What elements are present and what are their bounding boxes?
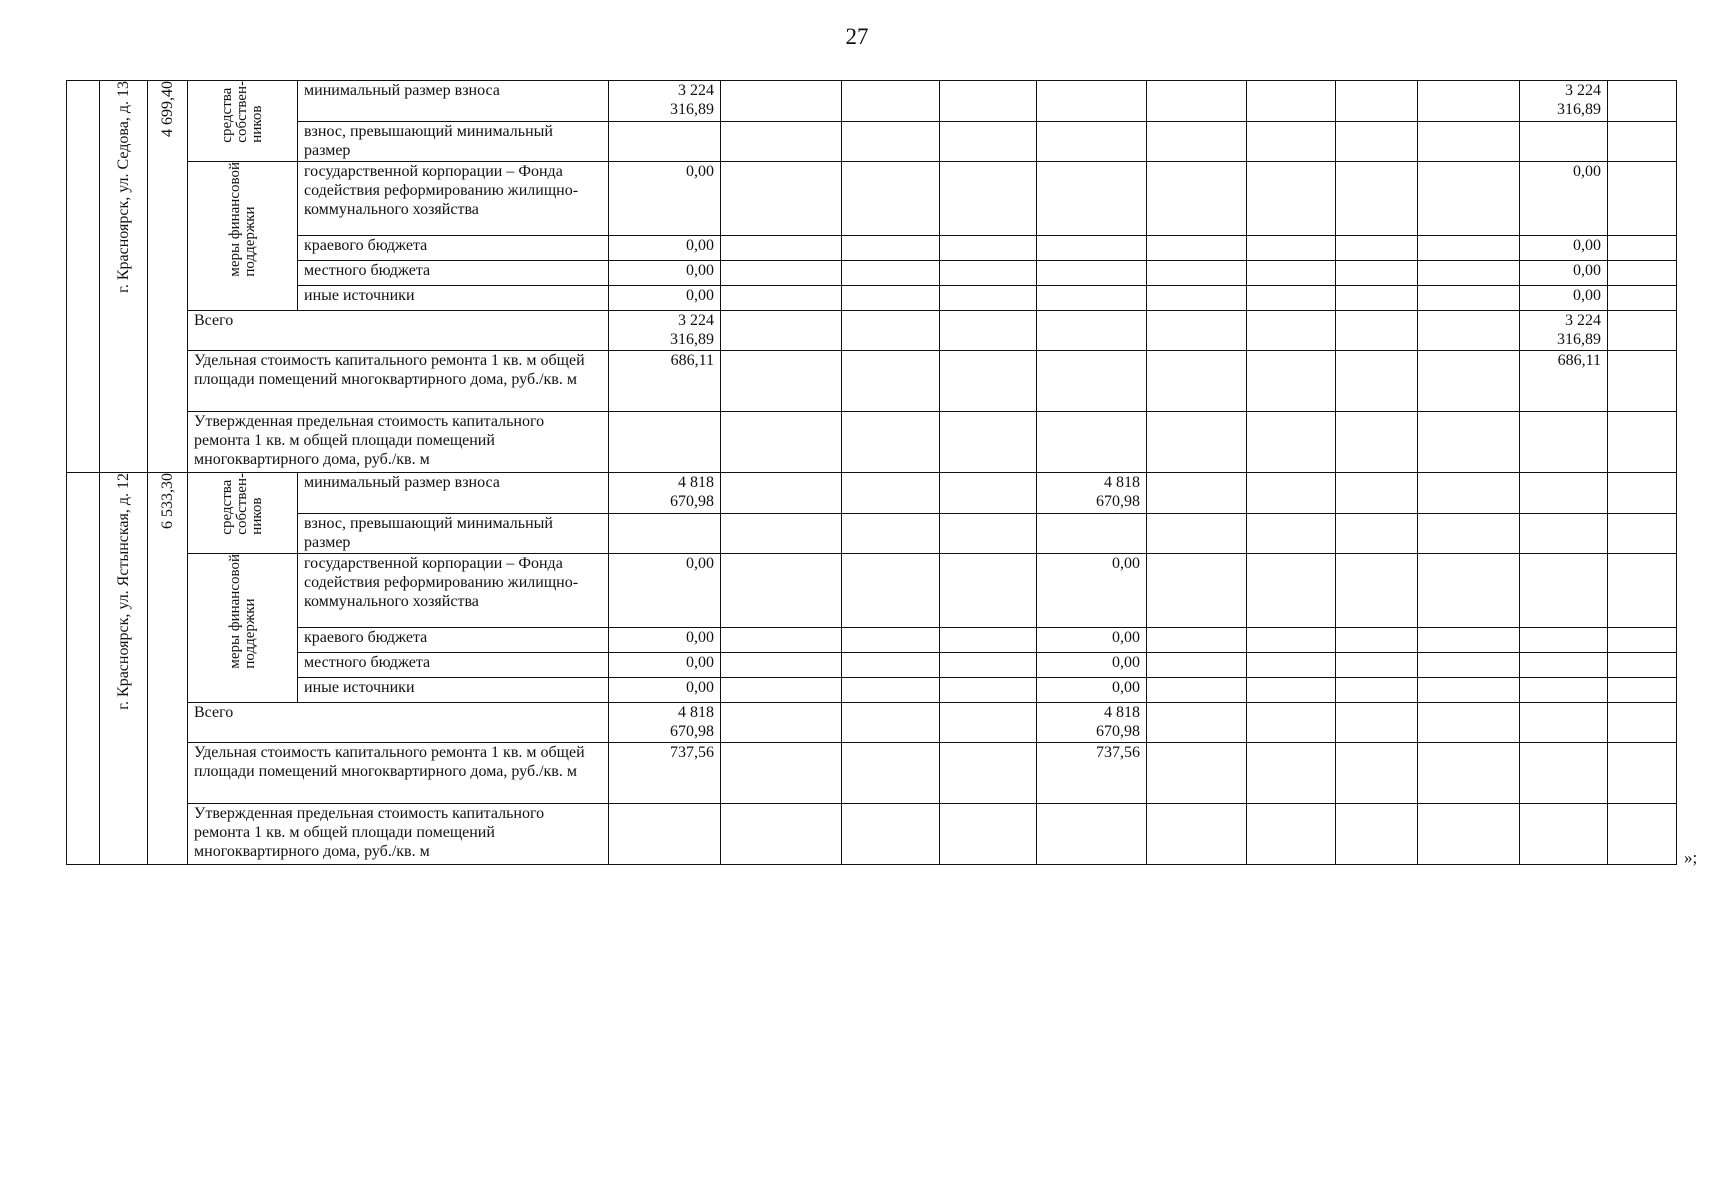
empty-cell [940, 122, 1037, 162]
empty-cell [721, 678, 842, 703]
empty-cell [1247, 554, 1336, 628]
empty-cell [940, 236, 1037, 261]
empty-cell [721, 743, 842, 804]
empty-cell [1147, 236, 1247, 261]
table-row [67, 286, 1677, 311]
empty-cell [842, 804, 940, 865]
empty-cell [1608, 678, 1677, 703]
value-cell: 0,00 [1520, 236, 1608, 261]
table-row [67, 678, 1677, 703]
empty-cell [1336, 703, 1418, 743]
empty-cell [1608, 804, 1677, 865]
owners-group-cell: средства собствен- ников [188, 81, 298, 162]
row-label: Утвержденная предельная стоимость капитального ремонта 1 кв. м общей площади помещений многоквартирного дома, руб./кв. м [188, 804, 609, 865]
support-group-cell: меры финансовой поддержки [188, 554, 298, 703]
empty-cell [721, 628, 842, 653]
empty-cell [940, 703, 1037, 743]
table-row [67, 311, 1677, 351]
empty-cell [1147, 628, 1247, 653]
value-cell: 3 224 316,89 [609, 81, 721, 122]
value-cell [1037, 311, 1147, 351]
empty-cell [1247, 514, 1336, 554]
empty-cell [609, 514, 721, 554]
empty-cell [1608, 703, 1677, 743]
value-cell [1520, 628, 1608, 653]
empty-cell [842, 311, 940, 351]
value-cell [1520, 678, 1608, 703]
row-label: государственной корпорации – Фонда содействия реформированию жилищно-коммунального хозяйства [298, 162, 609, 236]
empty-cell [1247, 286, 1336, 311]
address-cell: г. Красноярск, ул. Седова, д. 13 [100, 81, 148, 473]
empty-cell [1418, 743, 1520, 804]
empty-cell [940, 554, 1037, 628]
empty-cell [842, 162, 940, 236]
empty-cell [1418, 81, 1520, 122]
empty-cell [1247, 122, 1336, 162]
empty-cell [1247, 473, 1336, 514]
row-label: местного бюджета [298, 653, 609, 678]
block-yastynskaya [67, 473, 1677, 865]
empty-cell [1608, 554, 1677, 628]
table-row [67, 412, 1677, 473]
row-label: государственной корпорации – Фонда содействия реформированию жилищно-коммунального хозяйства [298, 554, 609, 628]
empty-cell [1418, 703, 1520, 743]
empty-cell [940, 261, 1037, 286]
value-cell: 0,00 [1037, 678, 1147, 703]
table-row [67, 473, 1677, 514]
value-cell: 0,00 [1520, 162, 1608, 236]
empty-cell [940, 351, 1037, 412]
empty-cell [1608, 261, 1677, 286]
value-cell: 4 818 670,98 [609, 473, 721, 514]
empty-cell [1147, 412, 1247, 473]
empty-cell [721, 804, 842, 865]
empty-cell [1336, 236, 1418, 261]
table-row [67, 554, 1677, 628]
row-label: минимальный размер взноса [298, 473, 609, 514]
value-cell: 3 224 316,89 [609, 311, 721, 351]
empty-cell [1336, 122, 1418, 162]
empty-cell [1608, 653, 1677, 678]
table-row [67, 703, 1677, 743]
value-cell: 686,11 [609, 351, 721, 412]
empty-cell [721, 514, 842, 554]
value-cell [1520, 554, 1608, 628]
empty-cell [940, 81, 1037, 122]
row-label: местного бюджета [298, 261, 609, 286]
area-cell: 4 699,40 [148, 81, 188, 473]
empty-cell [940, 628, 1037, 653]
empty-cell [1418, 412, 1520, 473]
value-cell: 4 818 670,98 [609, 703, 721, 743]
empty-cell [842, 514, 940, 554]
row-label: Удельная стоимость капитального ремонта 1 кв. м общей площади помещений многоквартирного дома, руб./кв. м [188, 351, 609, 412]
empty-cell [940, 162, 1037, 236]
empty-cell [1418, 351, 1520, 412]
value-cell: 737,56 [609, 743, 721, 804]
value-cell: 4 818 670,98 [1037, 703, 1147, 743]
empty-cell [1418, 122, 1520, 162]
empty-cell [1418, 554, 1520, 628]
empty-cell [940, 514, 1037, 554]
area-cell: 6 533,30 [148, 473, 188, 865]
empty-cell [1336, 804, 1418, 865]
value-cell: 0,00 [609, 236, 721, 261]
empty-cell [1336, 514, 1418, 554]
value-cell [1520, 473, 1608, 514]
empty-cell [1247, 311, 1336, 351]
empty-cell [1147, 703, 1247, 743]
value-cell: 0,00 [609, 261, 721, 286]
empty-cell [1336, 286, 1418, 311]
value-cell [1520, 743, 1608, 804]
table-row [67, 653, 1677, 678]
block-sedova [67, 81, 1677, 473]
row-label: иные источники [298, 286, 609, 311]
table-row [67, 162, 1677, 236]
empty-cell [1147, 743, 1247, 804]
empty-cell [1608, 162, 1677, 236]
empty-cell [1608, 286, 1677, 311]
row-label: Всего [188, 703, 609, 743]
row-label: краевого бюджета [298, 236, 609, 261]
empty-cell [842, 236, 940, 261]
empty-cell [1418, 628, 1520, 653]
empty-cell [1608, 351, 1677, 412]
table-row [67, 351, 1677, 412]
block-index-cell [67, 473, 100, 865]
empty-cell [1336, 351, 1418, 412]
empty-cell [1336, 628, 1418, 653]
value-cell: 0,00 [1037, 554, 1147, 628]
empty-cell [1418, 162, 1520, 236]
empty-cell [842, 678, 940, 703]
empty-cell [940, 286, 1037, 311]
empty-cell [1247, 412, 1336, 473]
empty-cell [1608, 412, 1677, 473]
empty-cell [1037, 412, 1147, 473]
empty-cell [842, 261, 940, 286]
empty-cell [940, 743, 1037, 804]
empty-cell [609, 122, 721, 162]
empty-cell [1247, 81, 1336, 122]
empty-cell [1247, 236, 1336, 261]
value-cell: 3 224 316,89 [1520, 311, 1608, 351]
empty-cell [1336, 473, 1418, 514]
financing-table [66, 80, 1677, 865]
empty-cell [1147, 653, 1247, 678]
empty-cell [1608, 743, 1677, 804]
empty-cell [842, 473, 940, 514]
empty-cell [842, 703, 940, 743]
value-cell [1037, 286, 1147, 311]
empty-cell [721, 236, 842, 261]
empty-cell [1608, 81, 1677, 122]
empty-cell [721, 351, 842, 412]
empty-cell [940, 653, 1037, 678]
value-cell: 737,56 [1037, 743, 1147, 804]
empty-cell [1418, 514, 1520, 554]
value-cell: 686,11 [1520, 351, 1608, 412]
empty-cell [721, 473, 842, 514]
row-label: Утвержденная предельная стоимость капитального ремонта 1 кв. м общей площади помещений многоквартирного дома, руб./кв. м [188, 412, 609, 473]
row-label: иные источники [298, 678, 609, 703]
empty-cell [1418, 261, 1520, 286]
empty-cell [1247, 804, 1336, 865]
value-cell: 0,00 [609, 554, 721, 628]
empty-cell [1147, 311, 1247, 351]
empty-cell [1147, 162, 1247, 236]
empty-cell [609, 804, 721, 865]
empty-cell [1147, 554, 1247, 628]
row-label: Удельная стоимость капитального ремонта 1 кв. м общей площади помещений многоквартирного дома, руб./кв. м [188, 743, 609, 804]
value-cell [1037, 162, 1147, 236]
value-cell: 0,00 [1520, 286, 1608, 311]
empty-cell [940, 311, 1037, 351]
empty-cell [1418, 678, 1520, 703]
empty-cell [1336, 412, 1418, 473]
table-row [67, 81, 1677, 122]
empty-cell [1037, 804, 1147, 865]
empty-cell [842, 412, 940, 473]
empty-cell [1147, 81, 1247, 122]
value-cell [1037, 81, 1147, 122]
empty-cell [1520, 122, 1608, 162]
empty-cell [721, 286, 842, 311]
empty-cell [721, 122, 842, 162]
empty-cell [1247, 703, 1336, 743]
empty-cell [1336, 162, 1418, 236]
address-cell: г. Красноярск, ул. Ястынская, д. 12 [100, 473, 148, 865]
value-cell: 0,00 [609, 286, 721, 311]
table-row [67, 236, 1677, 261]
empty-cell [1608, 122, 1677, 162]
row-label: минимальный размер взноса [298, 81, 609, 122]
empty-cell [1147, 286, 1247, 311]
row-label: Всего [188, 311, 609, 351]
empty-cell [1247, 261, 1336, 286]
empty-cell [1336, 81, 1418, 122]
value-cell: 4 818 670,98 [1037, 473, 1147, 514]
value-cell: 0,00 [1037, 628, 1147, 653]
value-cell [1520, 653, 1608, 678]
empty-cell [1247, 162, 1336, 236]
empty-cell [1336, 653, 1418, 678]
empty-cell [1247, 678, 1336, 703]
empty-cell [1608, 311, 1677, 351]
empty-cell [1147, 514, 1247, 554]
value-cell: 0,00 [1037, 653, 1147, 678]
row-label: взнос, превышающий минимальный размер [298, 514, 609, 554]
row-label: взнос, превышающий минимальный размер [298, 122, 609, 162]
value-cell: 0,00 [609, 678, 721, 703]
empty-cell [842, 351, 940, 412]
empty-cell [1147, 804, 1247, 865]
empty-cell [940, 473, 1037, 514]
empty-cell [1520, 412, 1608, 473]
empty-cell [1608, 236, 1677, 261]
table-row [67, 743, 1677, 804]
value-cell: 0,00 [609, 628, 721, 653]
empty-cell [1336, 554, 1418, 628]
empty-cell [842, 743, 940, 804]
empty-cell [721, 81, 842, 122]
empty-cell [1247, 351, 1336, 412]
empty-cell [721, 653, 842, 678]
value-cell: 0,00 [609, 653, 721, 678]
empty-cell [842, 122, 940, 162]
empty-cell [1147, 473, 1247, 514]
empty-cell [1247, 743, 1336, 804]
empty-cell [721, 311, 842, 351]
block-index-cell [67, 81, 100, 473]
empty-cell [1418, 473, 1520, 514]
value-cell [1037, 261, 1147, 286]
empty-cell [1520, 804, 1608, 865]
empty-cell [1147, 351, 1247, 412]
table-row [67, 804, 1677, 865]
empty-cell [1336, 743, 1418, 804]
empty-cell [1247, 653, 1336, 678]
empty-cell [940, 678, 1037, 703]
empty-cell [1520, 514, 1608, 554]
empty-cell [1147, 122, 1247, 162]
empty-cell [1147, 261, 1247, 286]
value-cell [1520, 703, 1608, 743]
empty-cell [721, 554, 842, 628]
empty-cell [1247, 628, 1336, 653]
empty-cell [940, 412, 1037, 473]
table-row [67, 514, 1677, 554]
empty-cell [1037, 514, 1147, 554]
support-group-cell: меры финансовой поддержки [188, 162, 298, 311]
empty-cell [1418, 286, 1520, 311]
empty-cell [1418, 804, 1520, 865]
value-cell [1037, 351, 1147, 412]
empty-cell [1336, 311, 1418, 351]
empty-cell [609, 412, 721, 473]
empty-cell [1608, 473, 1677, 514]
empty-cell [1418, 653, 1520, 678]
empty-cell [1608, 628, 1677, 653]
row-label: краевого бюджета [298, 628, 609, 653]
empty-cell [1336, 261, 1418, 286]
empty-cell [721, 162, 842, 236]
page-number: 27 [845, 24, 869, 49]
empty-cell [1608, 514, 1677, 554]
empty-cell [1037, 122, 1147, 162]
empty-cell [721, 703, 842, 743]
value-cell: 3 224 316,89 [1520, 81, 1608, 122]
value-cell: 0,00 [609, 162, 721, 236]
value-cell: 0,00 [1520, 261, 1608, 286]
empty-cell [842, 81, 940, 122]
empty-cell [1336, 678, 1418, 703]
empty-cell [842, 653, 940, 678]
empty-cell [940, 804, 1037, 865]
empty-cell [721, 412, 842, 473]
empty-cell [842, 554, 940, 628]
table-row [67, 628, 1677, 653]
empty-cell [1147, 678, 1247, 703]
empty-cell [1418, 236, 1520, 261]
owners-group-cell: средства собствен- ников [188, 473, 298, 554]
value-cell [1037, 236, 1147, 261]
closing-quote-mark: »; [1684, 848, 1698, 867]
empty-cell [721, 261, 842, 286]
empty-cell [842, 286, 940, 311]
empty-cell [1418, 311, 1520, 351]
table-row [67, 122, 1677, 162]
empty-cell [842, 628, 940, 653]
table-row [67, 261, 1677, 286]
